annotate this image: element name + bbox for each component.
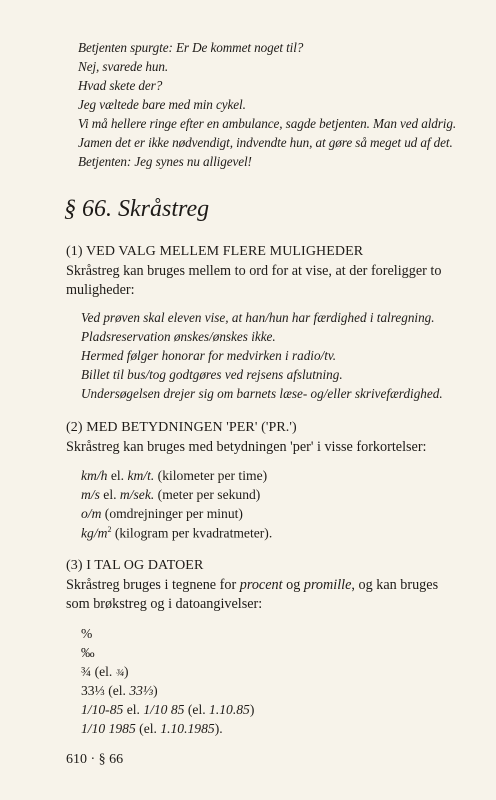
abbreviation-alt: km/t.	[127, 468, 155, 483]
date: 1/10 85	[143, 702, 185, 717]
dialog-line: Vi må hellere ringe efter en ambulance, sagde betjenten. Man ved aldrig.	[78, 116, 457, 131]
abbreviation: kg/m	[81, 525, 108, 541]
abbreviation-alt: m/sek.	[119, 487, 155, 502]
connector: el.	[107, 468, 128, 483]
body-text: som brøkstreg og i datoangivelser:	[66, 596, 263, 612]
dialog-line: Jeg væltede bare med min cykel.	[78, 97, 246, 112]
subsection-heading: (2) MED BETYDNINGEN 'PER' ('PR.')	[66, 420, 297, 435]
date-line	[81, 702, 254, 718]
symbol-permille: ‰	[81, 645, 95, 660]
abbreviation-item	[81, 506, 243, 522]
text-span: , og kan bruges	[351, 577, 439, 593]
dialog-line: Betjenten: Jeg synes nu alligevel!	[78, 154, 252, 169]
dialog-line: Jamen det er ikke nødvendigt, indvendte hun, at gøre så meget ud af det.	[78, 135, 453, 150]
text-span: og	[282, 577, 304, 593]
text-span: ¾ (el.	[81, 664, 116, 679]
date: 1.10.1985	[160, 721, 215, 736]
text-span: (el.	[184, 702, 210, 717]
abbreviation: o/m	[81, 506, 102, 521]
abbreviation: km/h	[81, 468, 108, 483]
abbreviation-item	[81, 487, 260, 503]
abbreviation-desc: (kilometer per time)	[154, 468, 268, 483]
fraction: ¾	[115, 667, 124, 679]
date: 1/10 1985	[81, 721, 136, 736]
fraction: 33⅓	[129, 683, 154, 698]
abbreviation-item	[81, 468, 267, 484]
abbreviation-item	[81, 525, 272, 542]
symbol-percent: %	[81, 626, 93, 641]
term: promille	[303, 577, 352, 593]
body-text: Skråstreg kan bruges med betydningen 'per' i visse forkortelser:	[66, 439, 427, 455]
example-line: Hermed følger honorar for medvirken i radio/tv.	[81, 348, 337, 363]
text-span: el.	[123, 702, 144, 717]
text-span: Skråstreg bruges i tegnene for	[66, 577, 240, 593]
page-footer: 610 · § 66	[66, 752, 124, 767]
subsection-heading: (3) I TAL OG DATOER	[66, 558, 204, 573]
date: 1/10-85	[81, 702, 124, 717]
text-span: )	[249, 702, 255, 717]
fraction-line	[81, 664, 129, 680]
dialog-line: Hvad skete der?	[78, 78, 163, 93]
example-line: Ved prøven skal eleven vise, at han/hun har færdighed i talregning.	[81, 310, 435, 325]
abbreviation-desc: (omdrejninger per minut)	[101, 506, 243, 521]
abbreviation: m/s	[81, 487, 100, 502]
example-line: Billet til bus/tog godtgøres ved rejsens afslutning.	[81, 367, 343, 382]
subsection-heading: (1) VED VALG MELLEM FLERE MULIGHEDER	[66, 244, 364, 259]
abbreviation-desc: (meter per sekund)	[154, 487, 261, 502]
dialog-line: Betjenten spurgte: Er De kommet noget til?	[78, 40, 304, 55]
body-text: muligheder:	[66, 282, 135, 298]
text-span: )	[153, 683, 158, 698]
fraction-line	[81, 683, 158, 699]
body-text	[66, 577, 438, 594]
example-line: Pladsreservation ønskes/ønskes ikke.	[81, 329, 276, 344]
text-span: )	[123, 664, 129, 679]
body-text: Skråstreg kan bruges mellem to ord for at vise, at der foreligger to	[66, 263, 442, 279]
text-span: 33⅓ (el.	[81, 683, 130, 698]
date: 1.10.85	[209, 702, 250, 717]
example-line: Undersøgelsen drejer sig om barnets læse- og/eller skrivefærdighed.	[81, 386, 443, 401]
term: procent	[239, 577, 283, 593]
text-span: ).	[214, 721, 223, 736]
date-line	[81, 721, 223, 737]
connector: el.	[99, 487, 120, 502]
dialog-line: Nej, svarede hun.	[78, 59, 169, 74]
section-title: § 66. Skråstreg	[64, 196, 210, 222]
superscript: 2	[107, 525, 112, 534]
text-span: (el.	[135, 721, 161, 736]
abbreviation-desc: (kilogram per kvadratmeter).	[111, 525, 273, 541]
